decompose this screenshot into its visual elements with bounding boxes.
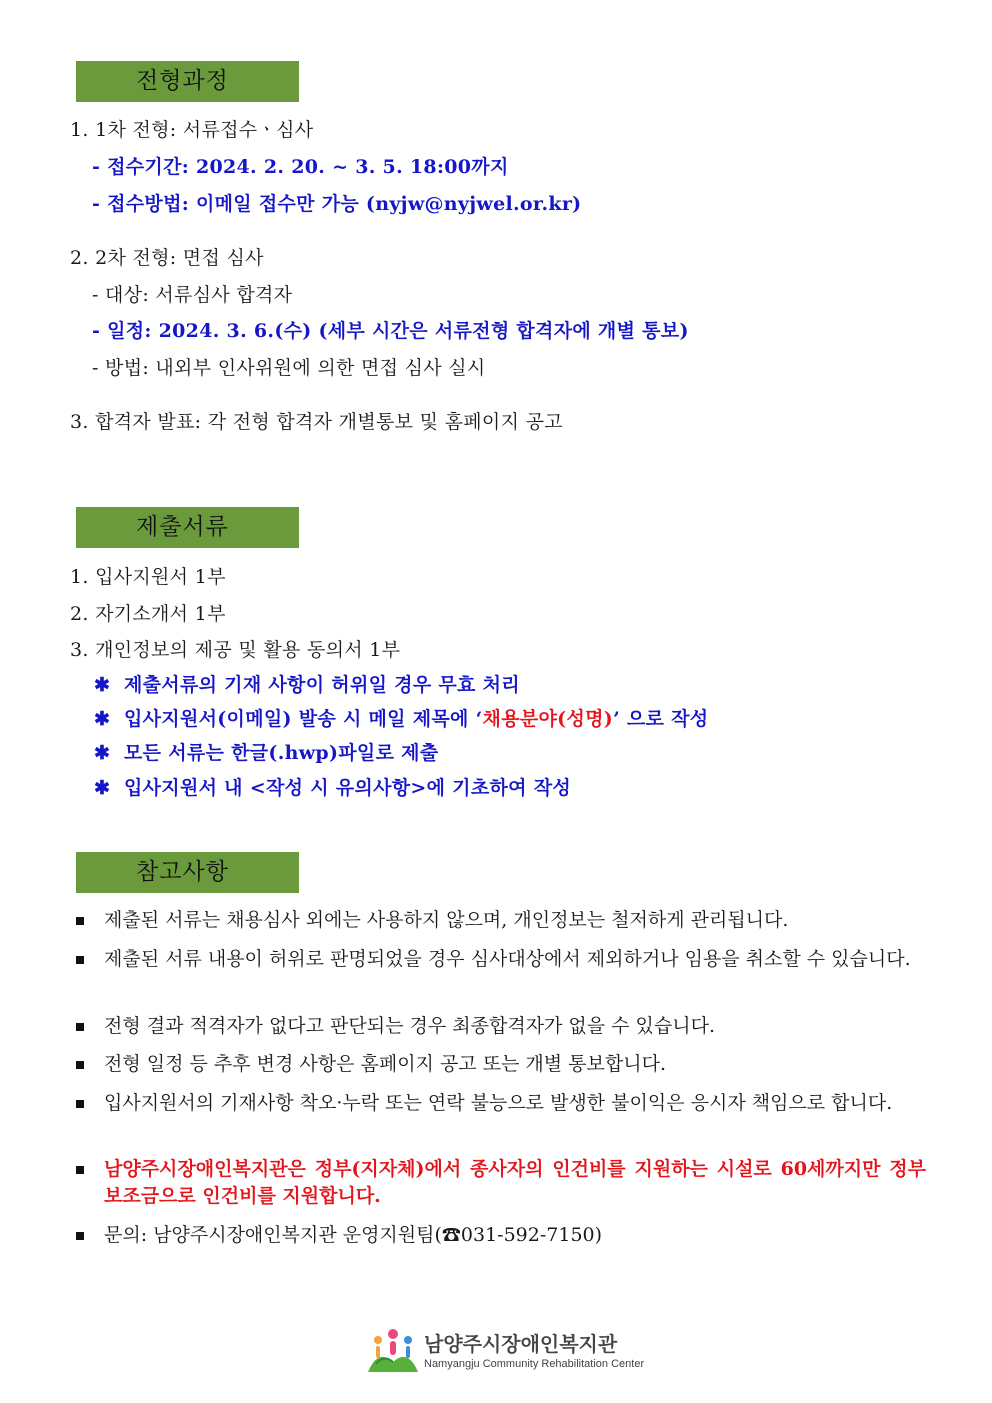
document-note-2-highlight: 채용분야(성명) — [482, 708, 614, 730]
note-text: 남양주시장애인복지관은 정부(지자체)에서 종사자의 인건비를 지원하는 시설로 60세까지만 정부 보조금으로 인건비를 지원합니다. — [104, 1158, 926, 1207]
section-title-process: 전형과정 — [76, 61, 299, 102]
document-item-1: 1. 입사지원서 1부 — [70, 566, 226, 588]
section-title-documents: 제출서류 — [76, 507, 299, 548]
asterisk-icon: ✱ — [94, 674, 111, 696]
document-item-3: 3. 개인정보의 제공 및 활용 동의서 1부 — [70, 639, 401, 661]
document-note-2-text-a: 입사지원서(이메일) 발송 시 메일 제목에 ‘ — [124, 708, 483, 730]
asterisk-icon: ✱ — [94, 777, 111, 799]
section-title-notes: 참고사항 — [76, 852, 299, 893]
process-period: - 접수기간: 2024. 2. 20. ~ 3. 5. 18:00까지 — [92, 156, 509, 178]
square-bullet-icon — [76, 1232, 84, 1240]
process-interview-method: - 방법: 내외부 인사위원에 의한 면접 심사 실시 — [92, 357, 486, 379]
note-item — [76, 1051, 926, 1078]
logo-mark-icon — [366, 1326, 420, 1376]
square-bullet-icon — [76, 1061, 84, 1069]
note-item — [76, 907, 926, 934]
note-text: 전형 결과 적격자가 없다고 판단되는 경우 최종합격자가 없을 수 있습니다. — [104, 1015, 716, 1037]
square-bullet-icon — [76, 1023, 84, 1031]
square-bullet-icon — [76, 956, 84, 964]
process-method: - 접수방법: 이메일 접수만 가능 (nyjw@nyjwel.or.kr) — [92, 193, 582, 215]
document-note-1 — [94, 673, 520, 697]
asterisk-icon: ✱ — [94, 742, 111, 764]
square-bullet-icon — [76, 917, 84, 925]
process-step-1: 1. 1차 전형: 서류접수ㆍ심사 — [70, 119, 314, 141]
note-text: 제출된 서류 내용이 허위로 판명되었을 경우 심사대상에서 제외하거나 임용을 취소할 수 있습니다. — [104, 948, 911, 970]
process-schedule: - 일정: 2024. 3. 6.(수) (세부 시간은 서류전형 합격자에 개별 통보) — [92, 320, 689, 342]
document-note-3 — [94, 741, 438, 765]
contact-text: 문의: 남양주시장애인복지관 운영지원팀(☎031-592-7150) — [104, 1224, 603, 1246]
square-bullet-icon — [76, 1100, 84, 1108]
note-item — [76, 946, 926, 973]
logo-name-korean: 남양주시장애인복지관 — [424, 1332, 618, 1356]
note-text: 입사지원서의 기재사항 착오·누락 또는 연락 불능으로 발생한 불이익은 응시자 책임으로 합니다. — [104, 1092, 893, 1114]
logo-name-english: Namyangju Community Rehabilitation Center — [424, 1358, 645, 1370]
process-step-2: 2. 2차 전형: 면접 심사 — [70, 247, 264, 269]
document-note-3-text: 모든 서류는 한글(.hwp)파일로 제출 — [124, 742, 439, 764]
process-step-3: 3. 합격자 발표: 각 전형 합격자 개별통보 및 홈페이지 공고 — [70, 411, 563, 433]
process-target: - 대상: 서류심사 합격자 — [92, 284, 293, 306]
document-note-1-text: 제출서류의 기재 사항이 허위일 경우 무효 처리 — [124, 674, 520, 696]
document-item-2: 2. 자기소개서 1부 — [70, 603, 226, 625]
asterisk-icon: ✱ — [94, 708, 111, 730]
note-text: 제출된 서류는 채용심사 외에는 사용하지 않으며, 개인정보는 철저하게 관리됩니다. — [104, 909, 789, 931]
document-note-4 — [94, 776, 571, 800]
note-item-contact — [76, 1222, 926, 1249]
square-bullet-icon — [76, 1166, 84, 1174]
note-item-highlight — [76, 1156, 926, 1210]
note-item — [76, 1090, 926, 1117]
document-note-2 — [94, 707, 708, 731]
note-item — [76, 1013, 926, 1040]
organization-logo — [366, 1326, 645, 1380]
document-note-2-text-b: ’ 으로 작성 — [613, 708, 709, 730]
note-text: 전형 일정 등 추후 변경 사항은 홈페이지 공고 또는 개별 통보합니다. — [104, 1053, 666, 1075]
document-note-4-text: 입사지원서 내 <작성 시 유의사항>에 기초하여 작성 — [124, 777, 572, 799]
